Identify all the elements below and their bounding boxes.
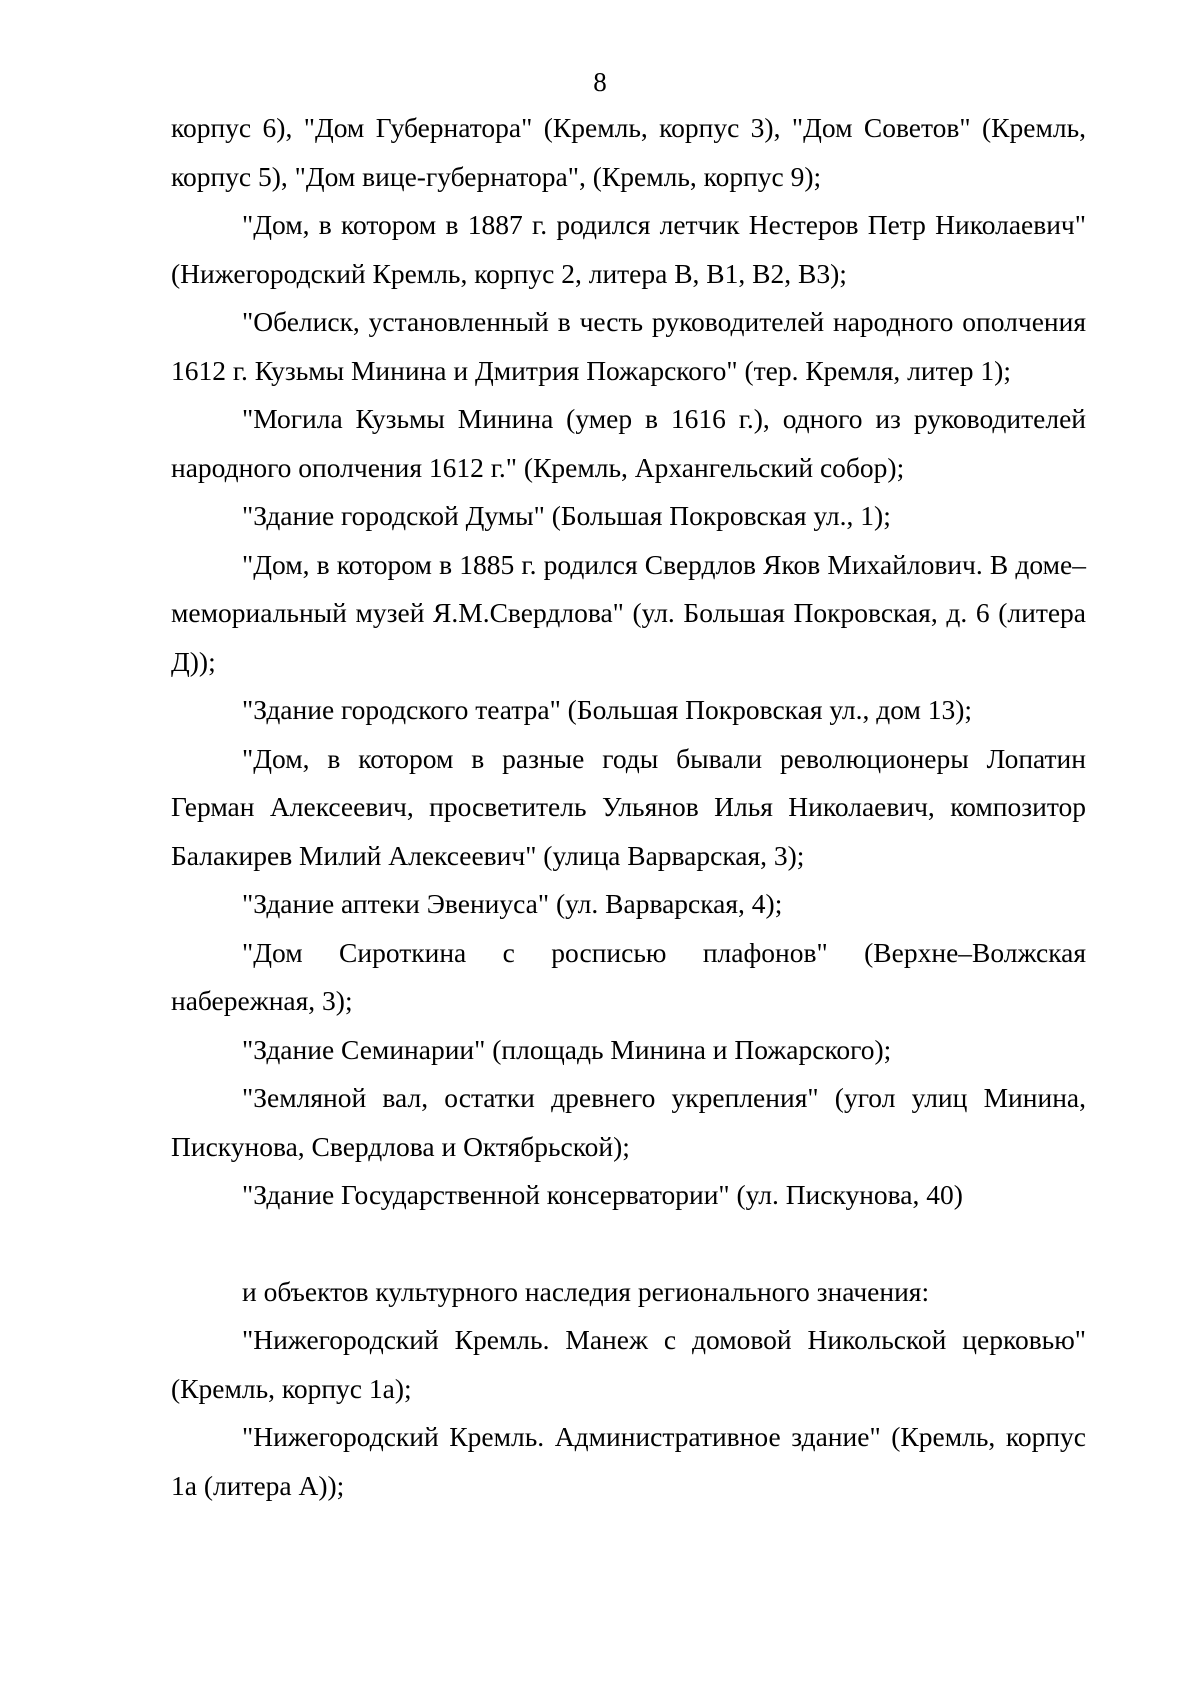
paragraph: "Здание городской Думы" (Большая Покровская ул., 1);	[242, 500, 891, 531]
paragraph: "Здание Государственной консерватории" (ул. Пискунова, 40)	[242, 1179, 963, 1210]
paragraph: "Дом, в котором в 1885 г. родился Свердлов Яков Михайлович. В доме–мемориальный музей Я.М.Свердлова" (ул. Большая Покровская, д. 6 (литера Д));	[171, 548, 1086, 677]
paragraph: корпус 6), "Дом Губернатора" (Кремль, корпус 3), "Дом Советов" (Кремль, корпус 5), "Дом вице-губернатора", (Кремль, корпус 9);	[171, 112, 1086, 192]
paragraph: "Нижегородский Кремль. Административное здание" (Кремль, корпус 1а (литера А));	[171, 1421, 1086, 1501]
section-gap	[171, 1220, 1086, 1268]
document-body	[171, 104, 1086, 1510]
paragraph: "Земляной вал, остатки древнего укрепления" (угол улиц Минина, Пискунова, Свердлова и Октябрьской);	[171, 1082, 1086, 1162]
paragraph: "Дом, в котором в 1887 г. родился летчик Нестеров Петр Николаевич" (Нижегородский Кремль, корпус 2, литера В, В1, В2, В3);	[171, 209, 1086, 289]
paragraph: "Дом Сироткина с росписью плафонов" (Верхне–Волжская набережная, 3);	[171, 936, 1086, 1016]
paragraph: "Здание аптеки Эвениуса" (ул. Варварская, 4);	[242, 888, 783, 919]
paragraph: "Обелиск, установленный в честь руководителей народного ополчения 1612 г. Кузьмы Минина и Дмитрия Пожарского" (тер. Кремля, литер 1);	[171, 306, 1086, 386]
paragraph: "Могила Кузьмы Минина (умер в 1616 г.), одного из руководителей народного ополчения 1612 г." (Кремль, Архангельский собор);	[171, 403, 1086, 483]
paragraph: "Дом, в котором в разные годы бывали революционеры Лопатин Герман Алексеевич, просветитель Ульянов Илья Николаевич, композитор Балакирев Милий Алексеевич" (улица Варварская, 3);	[171, 742, 1086, 871]
paragraph: "Нижегородский Кремль. Манеж с домовой Никольской церковью" (Кремль, корпус 1а);	[171, 1324, 1086, 1404]
paragraph: "Здание Семинарии" (площадь Минина и Пожарского);	[242, 1033, 892, 1065]
page-number: 8	[593, 67, 607, 97]
paragraph: "Здание городского театра" (Большая Покровская ул., дом 13);	[242, 694, 973, 725]
regional-heading: и объектов культурного наследия регионального значения:	[242, 1275, 930, 1307]
